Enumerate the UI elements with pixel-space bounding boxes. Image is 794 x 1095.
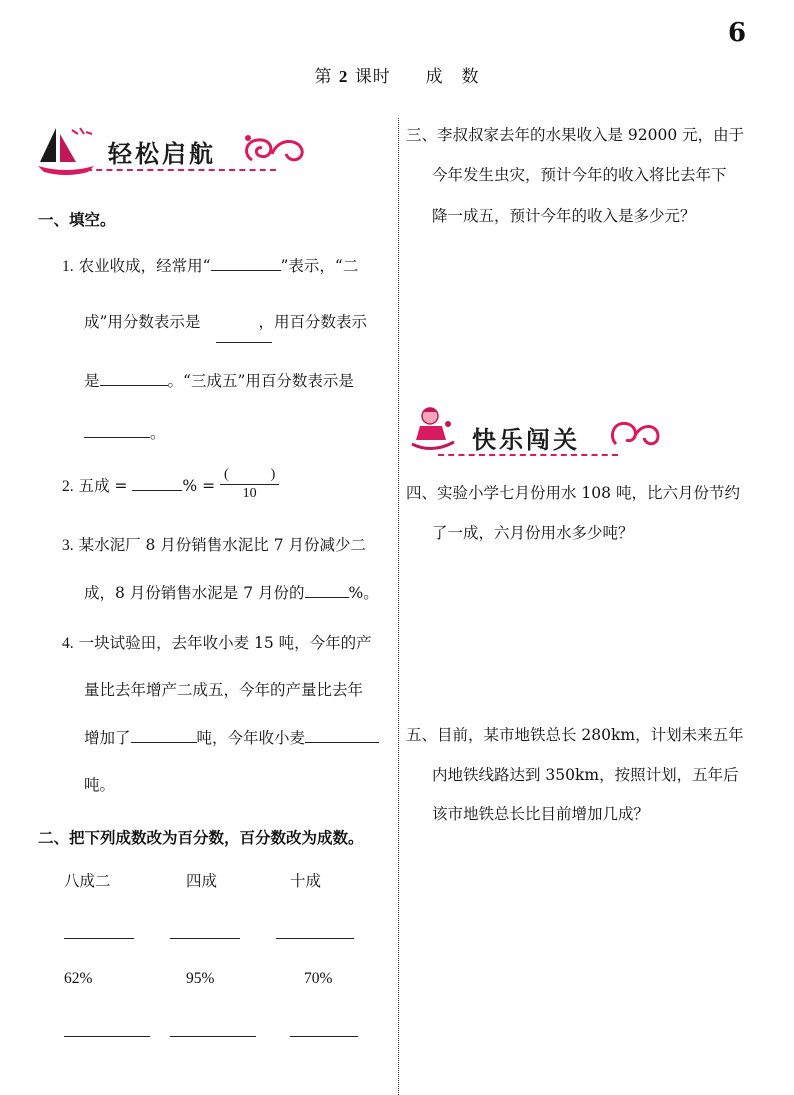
page-number: 6: [728, 18, 747, 48]
lesson-prefix: 第: [314, 67, 333, 87]
sailboat-icon: [36, 124, 106, 180]
q1-blank-1[interactable]: [211, 269, 281, 271]
section-1-heading: 一、填空。: [38, 211, 116, 229]
q-section-5-line2: 内地铁线路达到 350km，按照计划，五年后: [432, 766, 739, 784]
q1-text-b: ”表示，“二: [280, 257, 359, 275]
section-2-heading: 二、把下列成数改为百分数，百分数改为成数。: [38, 829, 364, 847]
lesson-topic: 成 数: [425, 67, 480, 87]
q3-text-b: 成，8 月份销售水泥是 7 月份的: [84, 584, 305, 602]
q4-line4: 吨。: [84, 776, 116, 794]
q3-line2: [84, 586, 379, 602]
banner-underline-ornament: [86, 169, 276, 171]
lesson-title: [0, 62, 794, 87]
q4-blank-2[interactable]: [305, 741, 379, 743]
banner-underline-ornament: [438, 454, 618, 456]
conv-item-2-label: 四成: [186, 872, 218, 890]
conv-item-2-answer[interactable]: [170, 938, 240, 939]
q3-number: 3.: [62, 537, 74, 554]
q4-text-a: 一块试验田，去年收小麦 15 吨，今年的产: [78, 634, 372, 652]
q-section-3-line3: 降一成五，预计今年的收入是多少元？: [432, 207, 696, 225]
banner-easy-start: [36, 124, 296, 176]
q1-text-e: 是: [84, 372, 100, 390]
conv-item-1-label: 八成二: [64, 872, 111, 890]
banner-happy-challenge: [408, 404, 668, 456]
q4-line3: [84, 731, 379, 747]
q2-line: [62, 479, 215, 495]
q4-line1: [62, 636, 372, 652]
q3-line1: [62, 538, 366, 554]
banner-easy-start-label: 轻松启航: [108, 140, 216, 168]
q4-number: 4.: [62, 635, 74, 652]
q1-blank-3[interactable]: [100, 384, 168, 386]
conv-item-4-answer[interactable]: [64, 1036, 150, 1037]
q3-blank-1[interactable]: [305, 596, 349, 598]
q-section-3-line2: 今年发生虫灾，预计今年的收入将比去年下: [432, 166, 727, 184]
conv-item-5-label: 95%: [186, 970, 215, 987]
q2-fraction-numerator[interactable]: ( ): [220, 466, 279, 485]
conv-item-4-label: 62%: [64, 970, 93, 987]
conv-item-3-answer[interactable]: [276, 938, 354, 939]
q1-text-g: 。: [150, 424, 166, 442]
q1-blank-4[interactable]: [84, 436, 150, 438]
conv-item-3-label: 十成: [290, 872, 322, 890]
lesson-number: 2: [338, 67, 349, 86]
q2-number: 2.: [62, 478, 74, 495]
conv-item-6-answer[interactable]: [290, 1036, 358, 1037]
q1-blank-2[interactable]: [216, 342, 272, 343]
q2-text-b: % =: [182, 477, 216, 495]
conv-item-6-label: 70%: [304, 970, 333, 987]
child-rider-icon: [408, 404, 462, 460]
q1-line1: [62, 259, 358, 275]
swirl-ornament-icon: [232, 124, 312, 174]
q1-text-d: ，用百分数表示: [258, 313, 367, 331]
q4-text-b: 增加了: [84, 729, 131, 747]
q3-text-c: %。: [348, 584, 379, 602]
q1-text-f: 。“三成五”用百分数表示是: [167, 372, 354, 390]
q-section-3-line1: 三、李叔叔家去年的水果收入是 92000 元，由于: [406, 126, 745, 144]
banner-happy-challenge-label: 快乐闯关: [472, 426, 580, 454]
lesson-suffix: 课时: [354, 67, 391, 87]
q1-line3: [84, 374, 354, 390]
swirl-ornament-icon: [604, 408, 664, 458]
q-section-5-line3: 该市地铁总长比目前增加几成？: [432, 805, 650, 823]
q2-fraction: [220, 466, 279, 503]
q3-text-a: 某水泥厂 8 月份销售水泥比 7 月份减少二: [78, 536, 366, 554]
q2-text-a: 五成 =: [78, 477, 128, 495]
conv-item-1-answer[interactable]: [64, 938, 134, 939]
q1-line4: [84, 426, 166, 442]
q-section-4-line2: 了一成，六月份用水多少吨？: [432, 524, 634, 542]
q4-line2: 量比去年增产二成五，今年的产量比去年: [84, 681, 364, 699]
conv-item-5-answer[interactable]: [170, 1036, 256, 1037]
q1-number: 1.: [62, 258, 74, 275]
q2-fraction-denominator: 10: [242, 486, 257, 501]
q-section-4-line1: 四、实验小学七月份用水 108 吨，比六月份节约: [406, 484, 740, 502]
q4-blank-1[interactable]: [131, 741, 197, 743]
q2-blank-1[interactable]: [132, 489, 182, 491]
q1-text-a: 农业收成，经常用“: [78, 257, 211, 275]
q1-line2: [84, 315, 367, 331]
q4-text-c: 吨，今年收小麦: [196, 729, 306, 747]
q-section-5-line1: 五、目前，某市地铁总长 280km，计划未来五年: [406, 726, 744, 744]
column-divider: [398, 118, 399, 1095]
q1-text-c: 成”用分数表示是: [84, 313, 201, 331]
